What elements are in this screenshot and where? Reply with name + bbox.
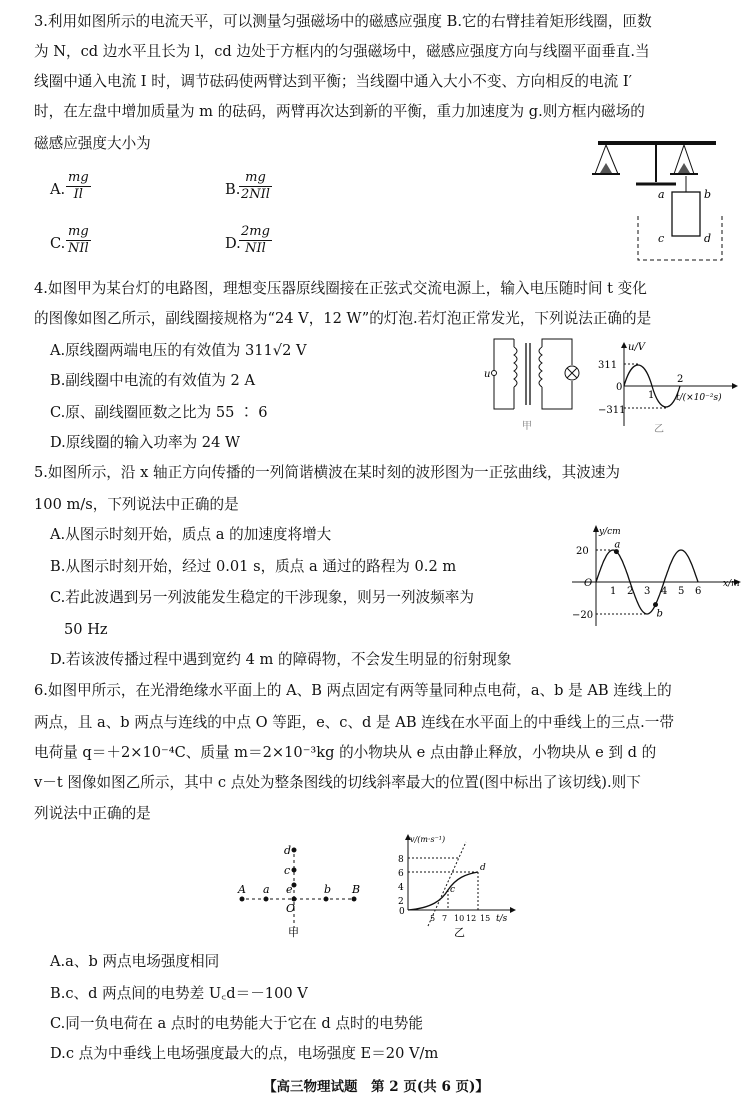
- q5-option-c: C.若此波遇到另一列波能发生稳定的干涉现象，则另一列波频率为: [50, 589, 474, 606]
- q3-current-balance-figure: [590, 136, 725, 264]
- rectangular-coil: [672, 192, 700, 236]
- q6-v-tick-2: 2: [398, 897, 404, 907]
- coil-label-d: d: [704, 232, 712, 245]
- q6-t-tick-7: 7: [442, 914, 448, 923]
- label-e: e: [286, 883, 293, 896]
- primary-wire: [494, 339, 514, 409]
- right-pan: [670, 145, 698, 174]
- q4-fig-jia-caption: 甲: [522, 421, 532, 432]
- q5-x-tick-1: 1: [610, 586, 617, 597]
- q3-option-a-den: Il: [73, 187, 83, 202]
- coil-label-b: b: [704, 188, 712, 201]
- q6-line-4: v－t 图像如图乙所示，其中 c 点处为整条图线的切线斜率最大的位置(图中标出了该切线).则下: [34, 774, 641, 791]
- q5-x-tick-2: 2: [627, 586, 634, 597]
- q6-line-3: 电荷量 q＝＋2×10⁻⁴C、质量 m＝2×10⁻³kg 的小物块从 e 点由静止释放，小物块从 e 到 d 的: [34, 744, 657, 761]
- q4-transformer-circuit: [482, 333, 590, 433]
- page-footer: 【高三物理试题 第 2 页(共 6 页)】: [263, 1079, 489, 1095]
- q3-line-2: 为 N，cd 边水平且长为 l，cd 边处于方框内的匀强磁场中，磁感应强度方向与线圈平面垂直.当: [34, 43, 650, 60]
- q4-t2-tick: 2: [677, 374, 684, 385]
- q3-option-d-label: D.: [225, 235, 241, 252]
- q3-option-c-den: NIl: [68, 241, 89, 256]
- q4-line-1: 4.如图甲为某台灯的电路图，理想变压器原线圈接在正弦式交流电源上，输入电压随时间 t 变化: [34, 280, 647, 297]
- balance-beam: [598, 141, 716, 145]
- q3-option-b-fraction: [239, 170, 272, 203]
- q6-vt-curve: [408, 872, 478, 910]
- q4-option-a: A.原线圈两端电压的有效值为 311√2 V: [50, 342, 307, 359]
- q5-x-tick-4: 4: [661, 586, 668, 597]
- point-A: [240, 897, 245, 902]
- q4-y-bottom-tick: −311: [598, 405, 626, 416]
- q6-fig-yi-caption: 乙: [454, 926, 465, 939]
- q4-y-axis-label: u/V: [628, 342, 646, 353]
- q6-point-d: d: [480, 863, 486, 873]
- q5-y-tick-bottom: −20: [572, 610, 594, 621]
- q5-x-tick-6: 6: [695, 586, 702, 597]
- label-c: c: [284, 864, 291, 877]
- q6-line-1: 6.如图甲所示，在光滑绝缘水平面上的 A、B 两点固定有两等量同种点电荷，a、b 是 AB 连线上的: [34, 682, 672, 699]
- q5-origin-label: O: [584, 578, 593, 589]
- point-c: [292, 868, 297, 873]
- label-B: B: [352, 883, 361, 896]
- q3-option-b-label: B.: [225, 181, 241, 198]
- q3-line-5: 磁感应强度大小为: [34, 135, 151, 152]
- q3-option-b-den: 2NIl: [241, 187, 270, 202]
- q5-option-a: A.从图示时刻开始，质点 a 的加速度将增大: [50, 526, 332, 543]
- q3-option-d-fraction: [239, 224, 272, 257]
- label-O: O: [286, 902, 296, 915]
- label-A: A: [238, 883, 246, 896]
- q6-v-axis-label: v/(m·s⁻¹): [410, 835, 446, 844]
- q4-option-b: B.副线圈中电流的有效值为 2 A: [50, 372, 255, 389]
- q3-option-d-num: 2mg: [241, 224, 270, 239]
- label-a: a: [263, 883, 270, 896]
- point-B: [352, 897, 357, 902]
- q3-option-a-label: A.: [50, 181, 66, 198]
- q4-x-axis-label: t/(×10⁻²s): [676, 393, 722, 403]
- q6-t-tick-5: 5: [430, 914, 436, 923]
- left-pan: [592, 145, 620, 174]
- q6-t-axis-label: t/s: [496, 914, 508, 924]
- point-O: [292, 897, 297, 902]
- q3-option-c-label: C.: [50, 235, 66, 252]
- q6-t-tick-12: 12: [466, 914, 477, 923]
- q6-t-tick-15: 15: [480, 914, 491, 923]
- q5-x-tick-3: 3: [644, 586, 651, 597]
- q3-option-a-num: mg: [68, 170, 89, 185]
- q6-vt-graph: [392, 832, 522, 940]
- q5-line-2: 100 m/s，下列说法中正确的是: [34, 496, 239, 513]
- q6-option-b: B.c、d 两点间的电势差 U꜀d＝－100 V: [50, 985, 308, 1002]
- q4-fig-yi-caption: 乙: [654, 424, 664, 435]
- point-b: [324, 897, 329, 902]
- q6-v-tick-8: 8: [398, 855, 404, 865]
- q3-option-c-num: mg: [66, 224, 91, 241]
- q5-y-axis-label: y/cm: [599, 527, 621, 537]
- q5-wave-chart: [568, 522, 744, 634]
- q6-t-tick-10: 10: [454, 914, 465, 923]
- q6-point-c: c: [450, 885, 456, 895]
- q6-fig-jia-caption: 甲: [288, 926, 299, 939]
- q5-point-b: [653, 602, 658, 607]
- q3-option-a-fraction: [66, 170, 91, 203]
- q5-x-axis-label: x/m: [723, 579, 740, 589]
- q6-option-a: A.a、b 两点电场强度相同: [50, 953, 220, 970]
- source-u-label: u: [484, 369, 491, 380]
- q5-line-1: 5.如图所示，沿 x 轴正方向传播的一列简谐横波在某时刻的波形图为一正弦曲线，其波速为: [34, 464, 620, 481]
- coil-label-c: c: [658, 232, 665, 245]
- q5-option-b: B.从图示时刻开始，经过 0.01 s，质点 a 通过的路程为 0.2 m: [50, 558, 457, 575]
- label-d: d: [284, 844, 292, 857]
- label-b: b: [324, 883, 332, 896]
- q6-charge-diagram: [228, 836, 378, 940]
- point-a: [264, 897, 269, 902]
- q4-voltage-graph: [594, 340, 744, 436]
- q6-v-tick-4: 4: [398, 883, 404, 893]
- primary-coil: [514, 347, 517, 387]
- q6-line-2: 两点，且 a、b 两点与连线的中点 O 等距，e、c、d 是 AB 连线在水平面上的中垂线上的三点.一带: [34, 714, 674, 731]
- q3-option-b-num: mg: [239, 170, 272, 187]
- q4-t1-tick: 1: [648, 390, 655, 401]
- q6-v-tick-6: 6: [398, 869, 404, 879]
- q5-point-a-label: a: [614, 539, 621, 551]
- secondary-wire: [542, 339, 572, 409]
- q6-origin: 0: [399, 907, 405, 917]
- q5-option-c-cont: 50 Hz: [64, 621, 108, 638]
- q6-line-5: 列说法中正确的是: [34, 805, 151, 822]
- q6-option-c: C.同一负电荷在 a 点时的电势能大于它在 d 点时的电势能: [50, 1015, 423, 1032]
- q5-point-b-label: b: [656, 608, 663, 620]
- q4-origin-label: 0: [616, 382, 623, 393]
- q5-y-tick-top: 20: [576, 546, 589, 557]
- q5-option-d: D.若该波传播过程中遇到宽约 4 m 的障碍物，不会发生明显的衍射现象: [50, 651, 512, 668]
- q3-line-1: 3.利用如图所示的电流天平，可以测量匀强磁场中的磁感应强度 B.它的右臂挂着矩形线圈，匝数: [34, 13, 652, 30]
- q5-chart-plot: [572, 525, 741, 626]
- q3-line-3: 线圈中通入电流 I 时，调节砝码使两臂达到平衡；当线圈中通入大小不变、方向相反的电流 I′: [34, 73, 632, 90]
- coil-label-a: a: [658, 188, 665, 201]
- q3-line-4: 时，在左盘中增加质量为 m 的砝码，两臂再次达到新的平衡，重力加速度为 g.则方框内磁场的: [34, 103, 645, 120]
- q3-option-d-den: NIl: [245, 241, 266, 256]
- q4-line-2: 的图像如图乙所示，副线圈接规格为“24 V，12 W”的灯泡.若灯泡正常发光，下列说法正确的是: [34, 310, 652, 327]
- q5-x-tick-5: 5: [678, 586, 685, 597]
- point-d: [292, 848, 297, 853]
- secondary-coil: [539, 347, 542, 387]
- q4-y-top-tick: 311: [598, 360, 618, 371]
- source-terminal: [492, 371, 497, 376]
- q3-option-c-fraction: [66, 224, 91, 257]
- q4-option-d: D.原线圈的输入功率为 24 W: [50, 434, 241, 451]
- q6-option-d: D.c 点为中垂线上电场强度最大的点，电场强度 E＝20 V/m: [50, 1045, 439, 1062]
- q4-option-c: C.原、副线圈匝数之比为 55 ∶ 6: [50, 404, 268, 421]
